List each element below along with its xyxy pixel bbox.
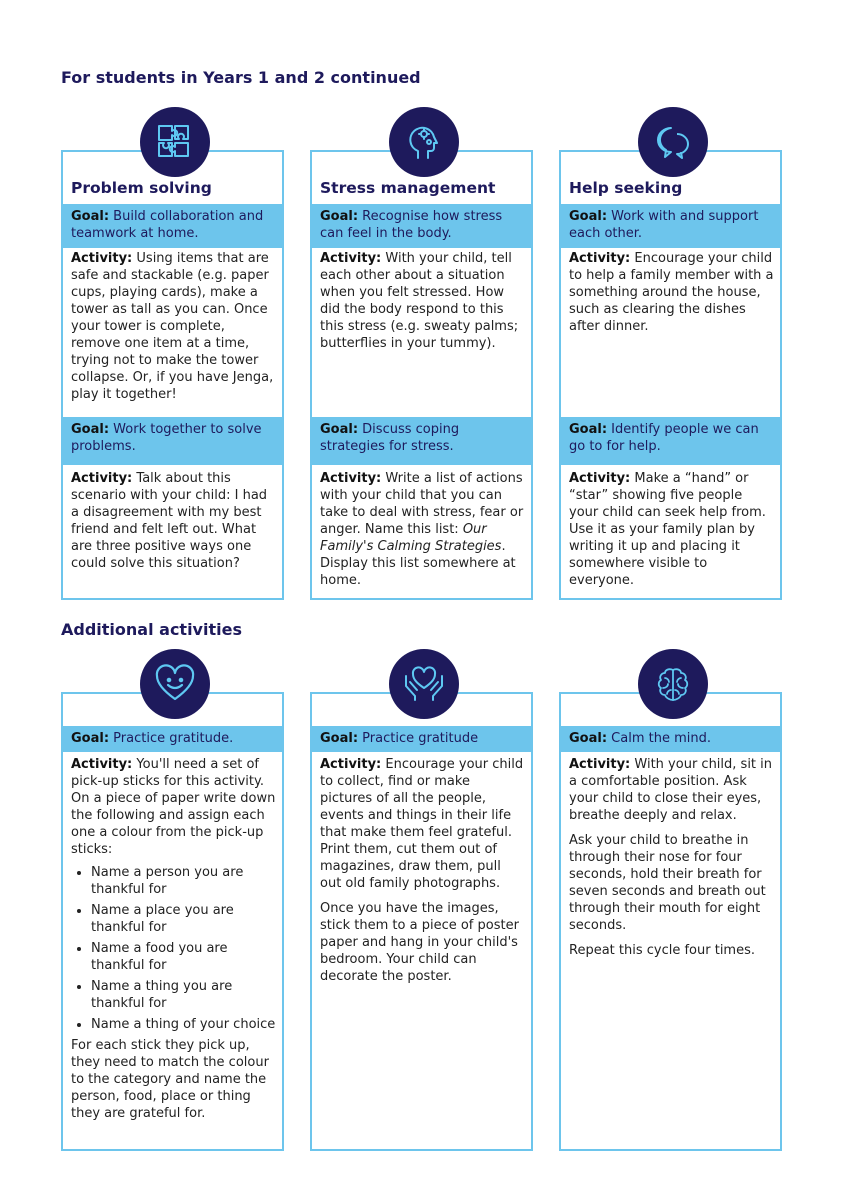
goal-banner: Goal: Build collaboration and teamwork at home. bbox=[63, 204, 282, 248]
card-gratitude-sticks bbox=[61, 692, 284, 1151]
goal-banner: Goal: Discuss coping strategies for stress. bbox=[312, 417, 531, 465]
card-stress-management bbox=[310, 150, 533, 600]
smiling-heart-icon bbox=[140, 649, 210, 719]
goal-banner: Goal: Work with and support each other. bbox=[561, 204, 780, 248]
list-item: • Name a place you are thankful for bbox=[91, 902, 276, 936]
card-title: Stress management bbox=[320, 179, 496, 197]
card-problem-solving bbox=[61, 150, 284, 600]
card-gratitude-pictures bbox=[310, 692, 533, 1151]
activity-text: Activity: Encourage your child to collect, find or make pictures of all the people, events and things in their life that make them feel grateful. Print them, cut them out of magazines, draw them, pull out old family photographs. Once you have the images, stick them to a piece of poster paper and hang in your child's bedroom. Your child can decorate the poster. bbox=[320, 757, 524, 984]
card-title: Problem solving bbox=[71, 179, 212, 197]
activity-text: Activity: Using items that are safe and stackable (e.g. paper cups, playing cards), make a tower as tall as you can. Once your tower is complete, remove one item at a time, trying not to make the tower collapse. Or, if you have Jenga, play it together! bbox=[71, 251, 274, 402]
section-title-additional: Additional activities bbox=[61, 620, 242, 639]
goal-banner: Goal: Practice gratitude. bbox=[63, 726, 282, 752]
list-item: • Name a person you are thankful for bbox=[91, 864, 276, 898]
goal-banner: Goal: Identify people we can go to for help. bbox=[561, 417, 780, 465]
activity-text: Activity: With your child, tell each other about a situation when you felt stressed. How did the body respond to this this stress (e.g. sweaty palms; butterflies in your tummy). bbox=[320, 251, 519, 351]
card-calm-mind bbox=[559, 692, 782, 1151]
activity-text: Activity: Talk about this scenario with your child: I had a disagreement with my best friend and felt left out. What are three positive ways one could solve this situation? bbox=[71, 471, 268, 571]
activity-text: Activity: Encourage your child to help a family member with a something around the house, such as clearing the dishes after dinner. bbox=[569, 251, 774, 334]
list-item: • Name a thing you are thankful for bbox=[91, 978, 276, 1012]
card-title: Help seeking bbox=[569, 179, 683, 197]
activity-text: Activity: Make a “hand” or “star” showing five people your child can seek help from. Use it as your family plan by writing it up and placing it somewhere visible to everyone. bbox=[569, 471, 766, 588]
activity-text: Activity: With your child, sit in a comfortable position. Ask your child to close their eyes, breathe deeply and relax. Ask your child to breathe in through their nose for four seconds, hold their breath for seven seconds and breath out through their mouth for eight seconds. Repeat this cycle four times. bbox=[569, 757, 773, 958]
card-help-seeking bbox=[559, 150, 782, 600]
puzzle-icon bbox=[140, 107, 210, 177]
list-item: • Name a food you are thankful for bbox=[91, 940, 276, 974]
hands-heart-icon bbox=[389, 649, 459, 719]
goal-banner: Goal: Practice gratitude bbox=[312, 726, 531, 752]
closing-text: For each stick they pick up, they need to match the colour to the category and name the person, food, place or thing they are grateful for. bbox=[71, 1038, 269, 1121]
activity-text: Activity: Write a list of actions with your child that you can take to deal with stress, fear or anger. Name this list: Our Family's Calming Strategies. Display this list somewhere at home. bbox=[320, 471, 524, 588]
activity-text: Activity: You'll need a set of pick-up sticks for this activity. On a piece of paper write down the following and assign each one a colour from the pick-up sticks: • Name a person you are thankful for • Name a place you are thankful for • Name a food you are thankful for • Name a thing you are thankful for • Name a thing of your choice For each stick they pick up, they need to match the colour to the category and name the person, food, place or thing they are grateful for. bbox=[71, 756, 276, 1122]
head-gears-icon bbox=[389, 107, 459, 177]
gratitude-list bbox=[71, 864, 276, 1033]
list-item: • Name a thing of your choice bbox=[91, 1016, 276, 1033]
goal-banner: Goal: Recognise how stress can feel in the body. bbox=[312, 204, 531, 248]
section-title-years-1-2: For students in Years 1 and 2 continued bbox=[61, 68, 421, 87]
brain-icon bbox=[638, 649, 708, 719]
goal-banner: Goal: Calm the mind. bbox=[561, 726, 780, 752]
goal-banner: Goal: Work together to solve problems. bbox=[63, 417, 282, 465]
speech-bubbles-icon bbox=[638, 107, 708, 177]
